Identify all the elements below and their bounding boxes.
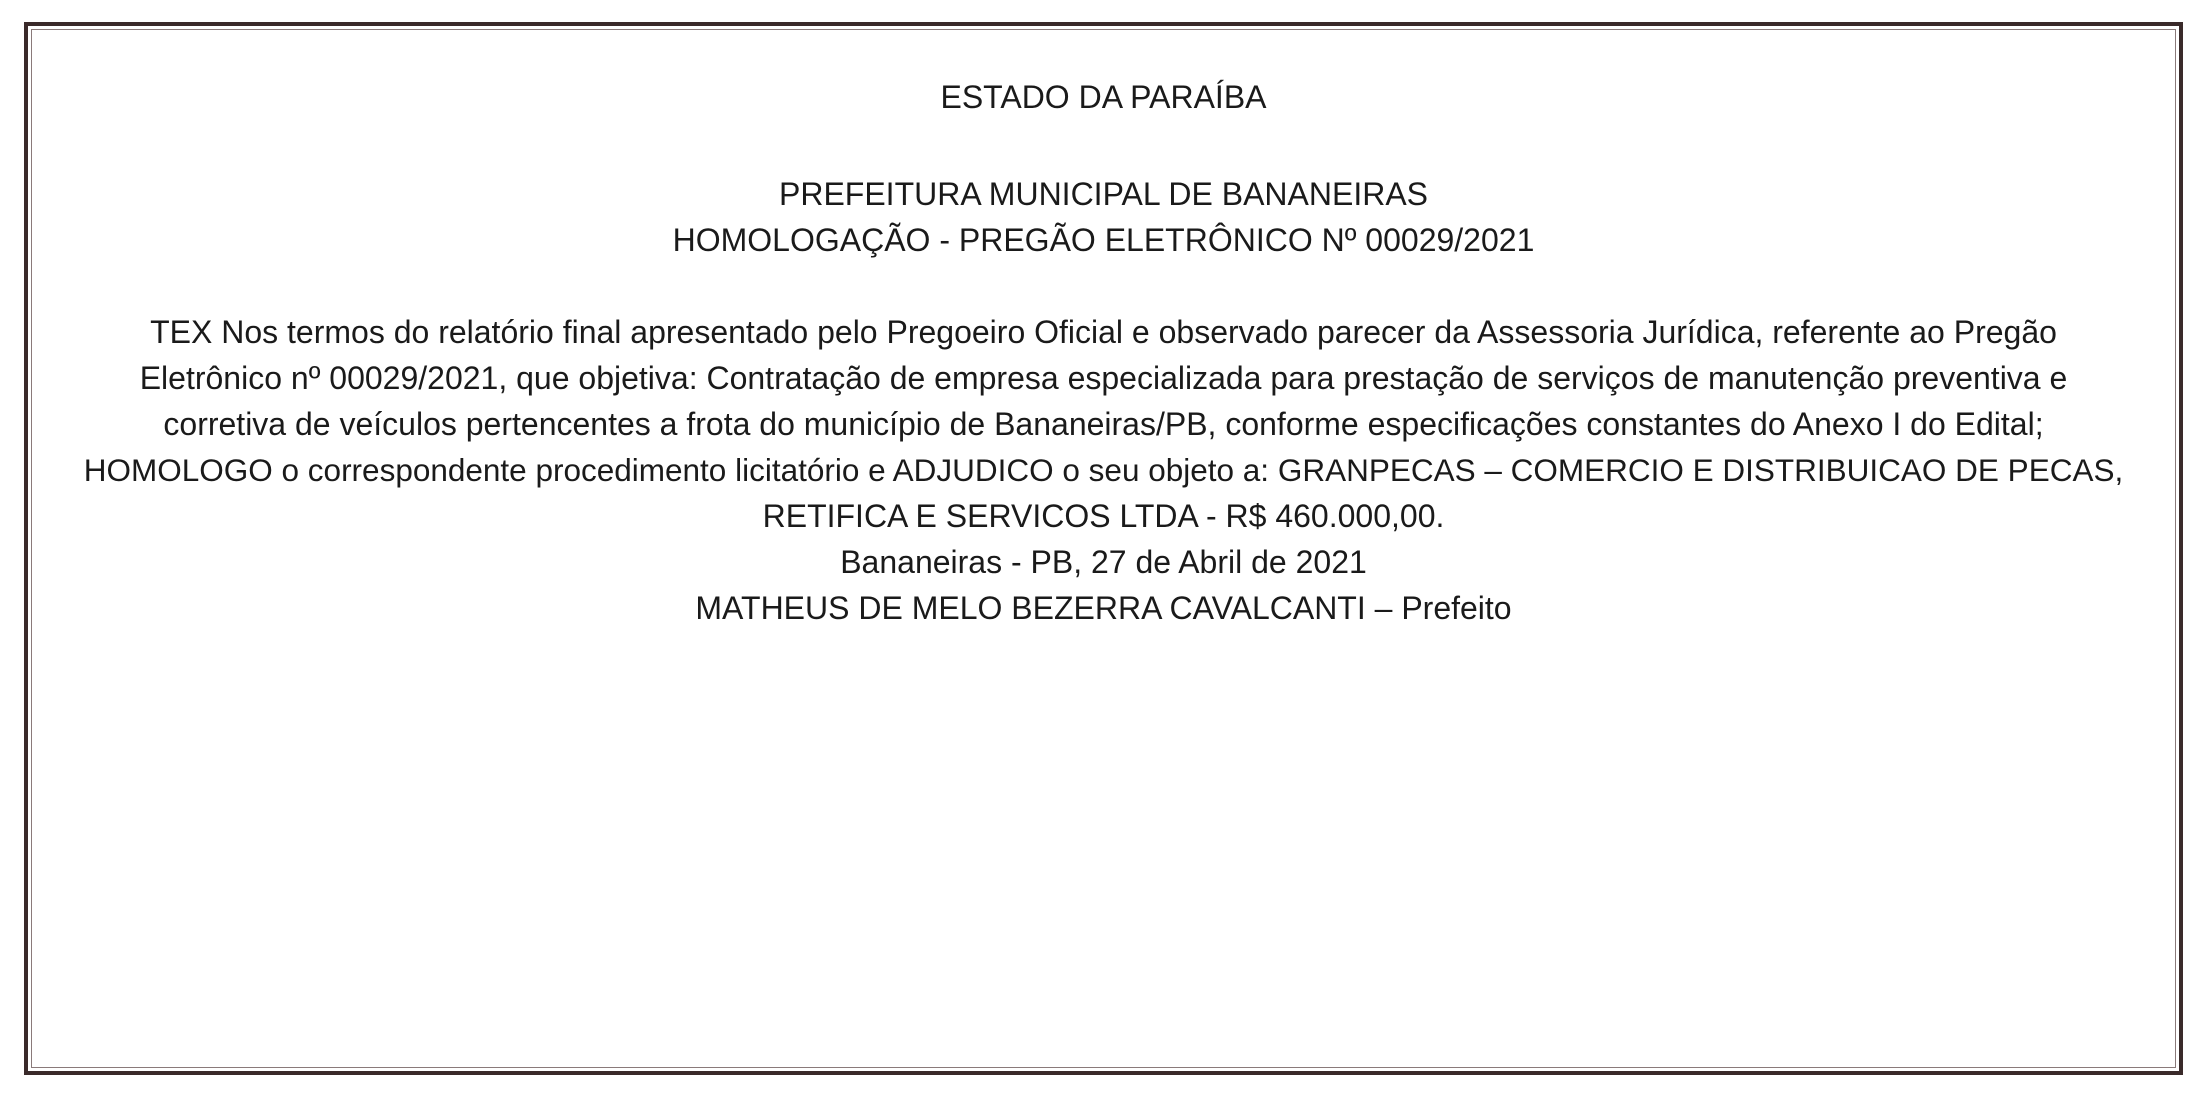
document-frame [24, 22, 2183, 1075]
body-line: RETIFICA E SERVICOS LTDA - R$ 460.000,00. [762, 498, 1445, 534]
spacer [68, 120, 2139, 171]
document-content [68, 74, 2139, 631]
state-line: ESTADO DA PARAÍBA [940, 79, 1267, 115]
spacer [68, 263, 2139, 309]
place-date-line: Bananeiras - PB, 27 de Abril de 2021 [840, 544, 1367, 580]
body-line: Eletrônico nº 00029/2021, que objetiva: Contratação de empresa especializada para prestação de serviços de manutenção preventiva e [139, 360, 2068, 396]
signature-line: MATHEUS DE MELO BEZERRA CAVALCANTI – Prefeito [695, 590, 1512, 626]
document-heading: HOMOLOGAÇÃO - PREGÃO ELETRÔNICO Nº 00029/2021 [672, 222, 1535, 258]
body-line: HOMOLOGO o correspondente procedimento licitatório e ADJUDICO o seu objeto a: GRANPECAS – COMERCIO E DISTRIBUICAO DE PECAS, [83, 452, 2124, 488]
municipality-line: PREFEITURA MUNICIPAL DE BANANEIRAS [778, 176, 1428, 212]
body-line: TEX Nos termos do relatório final apresentado pelo Pregoeiro Oficial e observado parecer da Assessoria Jurídica, referente ao Pregão [150, 314, 2057, 350]
body-line: corretiva de veículos pertencentes a frota do município de Bananeiras/PB, conforme especificações constantes do Anexo I do Edital; [163, 406, 2044, 442]
